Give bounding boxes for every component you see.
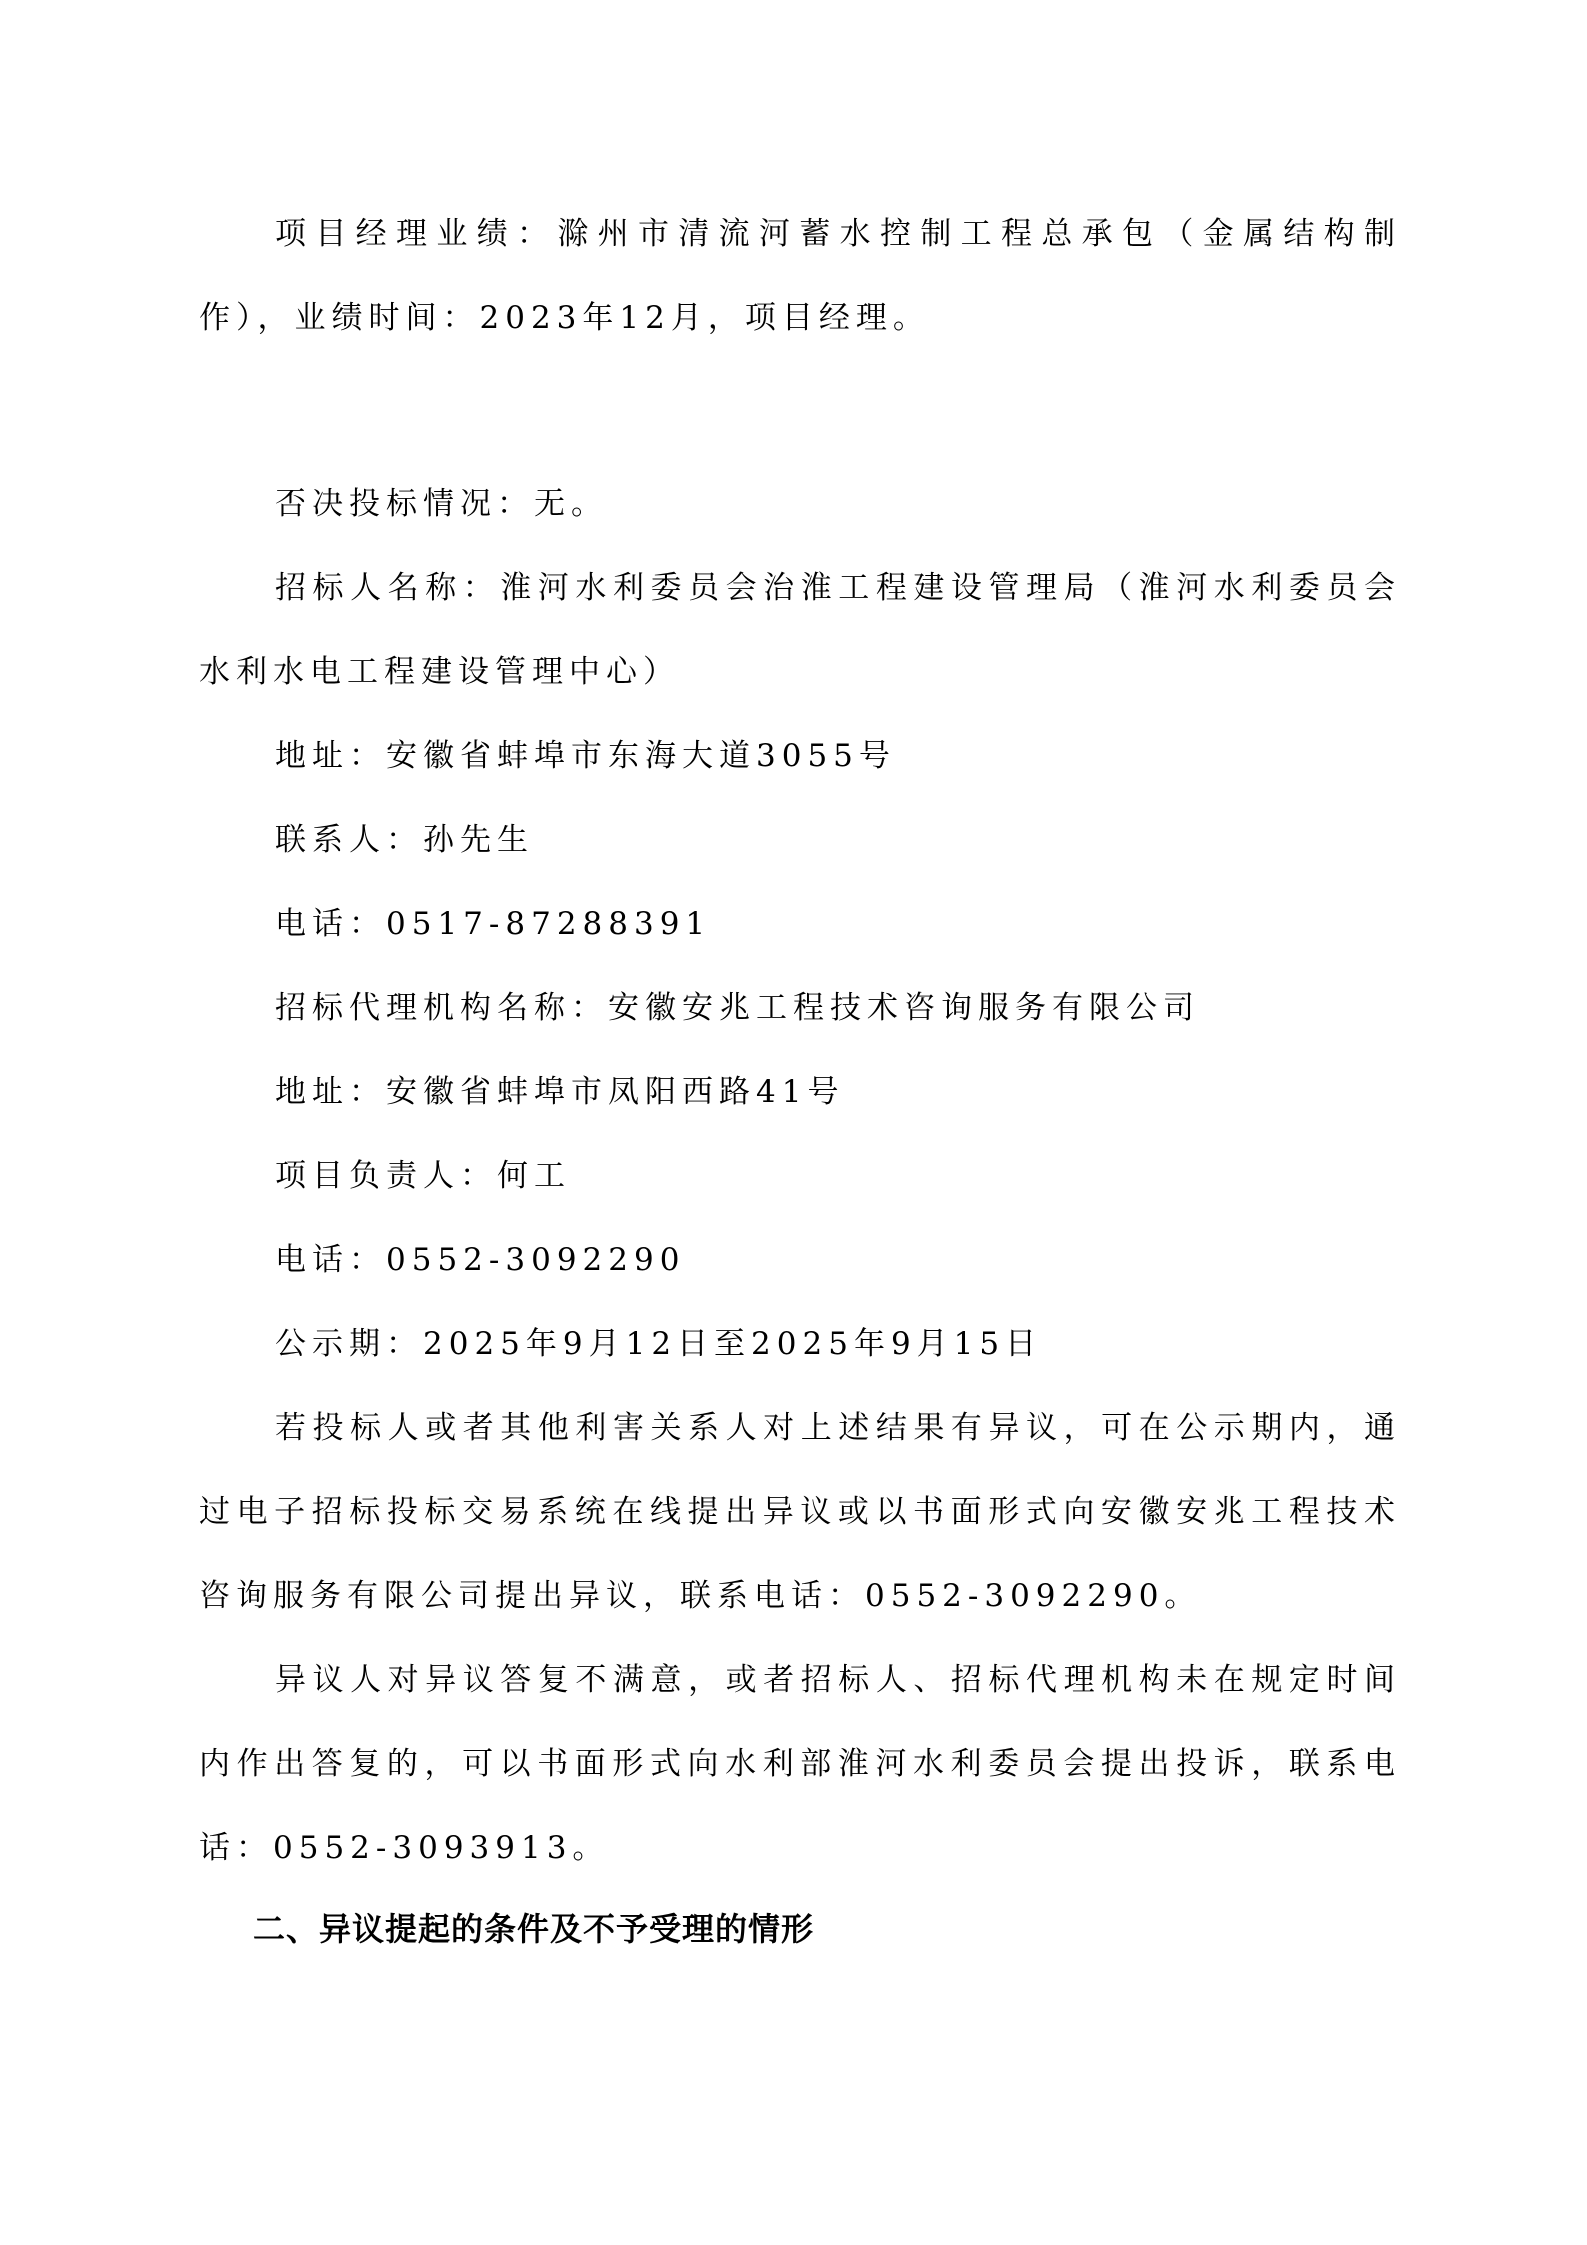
project-manager-performance	[199, 192, 1401, 360]
paragraph-tenderer-address: 地址：安徽省蚌埠市东海大道3055号	[275, 738, 896, 774]
paragraph-performance: 项目经理业绩：滁州市清流河蓄水控制工程总承包（金属结构制作），业绩时间：2023年12月，项目经理。	[199, 216, 1401, 336]
announcement-body	[199, 462, 1401, 1890]
paragraph-agency-address: 地址：安徽省蚌埠市凤阳西路41号	[275, 1074, 845, 1110]
paragraph-agency-phone: 电话：0552-3092290	[275, 1242, 686, 1278]
paragraph-publicity-period: 公示期：2025年9月12日至2025年9月15日	[275, 1326, 1043, 1362]
paragraph-tenderer-name: 招标人名称：淮河水利委员会治淮工程建设管理局（淮河水利委员会水利水电工程建设管理中心）	[199, 570, 1401, 690]
paragraph-agency-contact: 项目负责人：何工	[275, 1158, 571, 1194]
paragraph-tenderer-contact: 联系人：孙先生	[275, 822, 534, 858]
paragraph-tenderer-phone: 电话：0517-87288391	[275, 906, 712, 942]
paragraph-objection: 若投标人或者其他利害关系人对上述结果有异议，可在公示期内，通过电子招标投标交易系统在线提出异议或以书面形式向安徽安兆工程技术咨询服务有限公司提出异议，联系电话：0552-3092290。	[199, 1410, 1401, 1614]
paragraph-agency-name: 招标代理机构名称：安徽安兆工程技术咨询服务有限公司	[275, 990, 1200, 1026]
paragraph-complaint: 异议人对异议答复不满意，或者招标人、招标代理机构未在规定时间内作出答复的，可以书面形式向水利部淮河水利委员会提出投诉，联系电话：0552-3093913。	[199, 1662, 1401, 1866]
section-heading: 二、异议提起的条件及不予受理的情形	[253, 1910, 815, 1948]
paragraph-rejection: 否决投标情况：无。	[275, 486, 608, 522]
